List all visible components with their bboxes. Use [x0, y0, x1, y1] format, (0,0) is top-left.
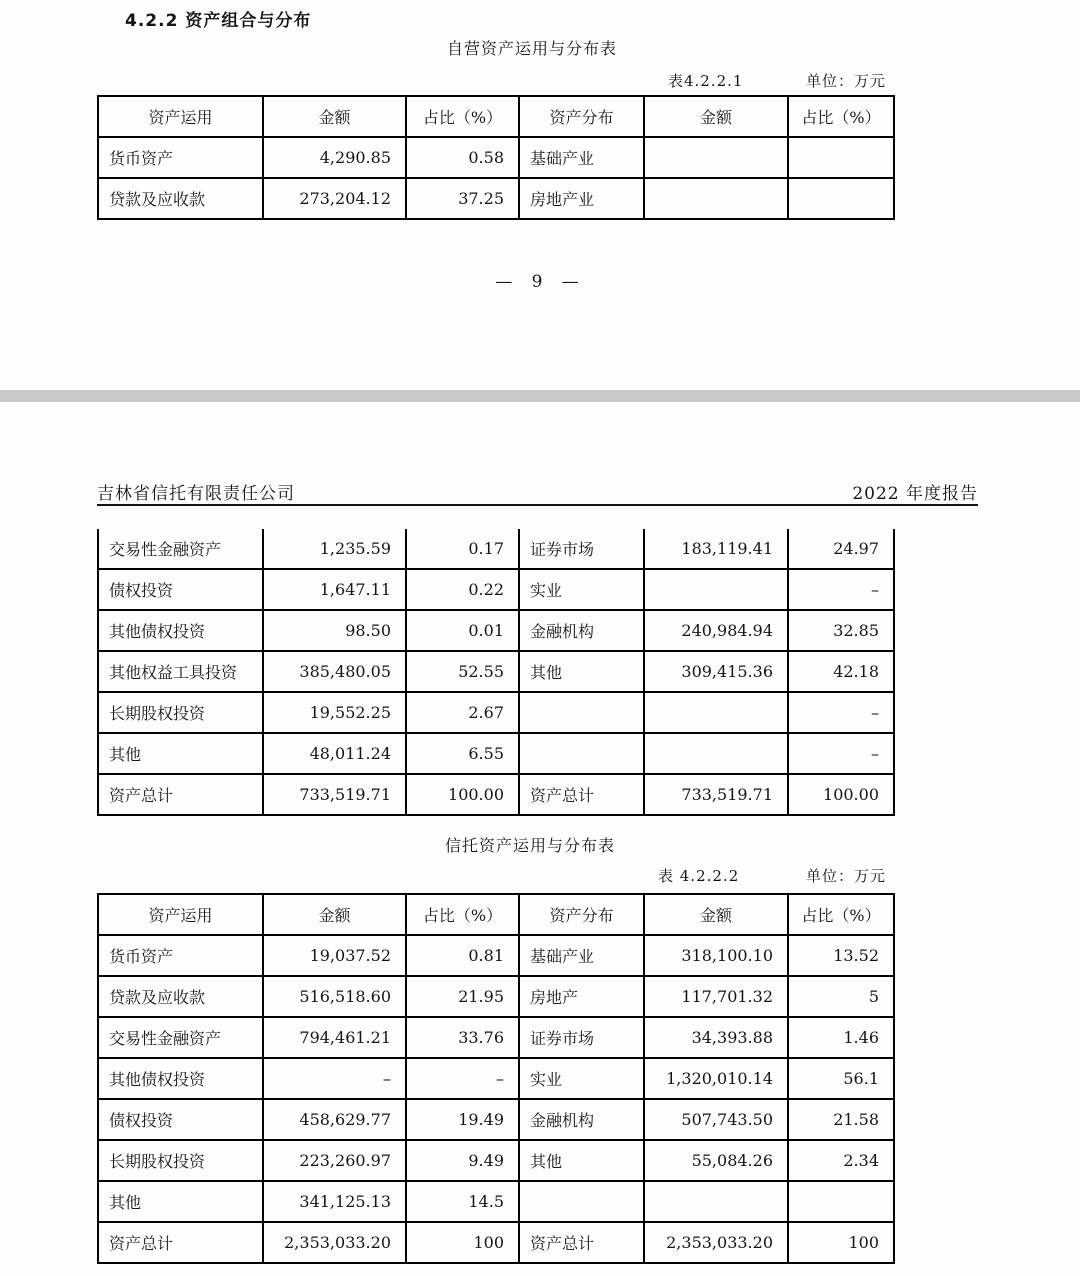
table-cell: 其他债权投资 [98, 1058, 263, 1099]
table-cell: 5 [788, 976, 894, 1017]
table-header-row [98, 96, 894, 137]
table-cell [644, 137, 788, 178]
table-header-cell: 资产运用 [98, 96, 263, 137]
table-header-cell: 占比（%） [788, 96, 894, 137]
table-cell: 55,084.26 [644, 1140, 788, 1181]
table-row [98, 1181, 894, 1222]
table-cell: 273,204.12 [263, 178, 406, 219]
table-cell: 1.46 [788, 1017, 894, 1058]
table-row [98, 976, 894, 1017]
table-cell: 9.49 [406, 1140, 519, 1181]
table-cell: 733,519.71 [644, 774, 788, 815]
table-row [98, 1222, 894, 1263]
table1-label: 表4.2.2.1 [668, 72, 744, 90]
table-header-cell: 金额 [644, 894, 788, 935]
table-cell [788, 178, 894, 219]
trust-assets-table [97, 893, 895, 1264]
table-cell: 32.85 [788, 610, 894, 651]
table-cell: 房地产业 [519, 178, 644, 219]
table-cell: 0.81 [406, 935, 519, 976]
table-cell: 2,353,033.20 [263, 1222, 406, 1263]
table-cell: 4,290.85 [263, 137, 406, 178]
table-cell [644, 1181, 788, 1222]
table-header-cell: 占比（%） [406, 96, 519, 137]
table-cell: 其他债权投资 [98, 610, 263, 651]
table-cell: 债权投资 [98, 569, 263, 610]
table-cell: 资产总计 [98, 1222, 263, 1263]
table-cell: 341,125.13 [263, 1181, 406, 1222]
table-cell: 24.97 [788, 529, 894, 569]
table-row [98, 610, 894, 651]
table-cell: 货币资产 [98, 935, 263, 976]
table-cell [644, 692, 788, 733]
company-name: 吉林省信托有限责任公司 [97, 484, 295, 504]
table-cell: 48,011.24 [263, 733, 406, 774]
table-cell: 其他 [519, 1140, 644, 1181]
table-cell [644, 569, 788, 610]
table-cell: 其他 [98, 1181, 263, 1222]
table-header-cell: 资产分布 [519, 894, 644, 935]
self-operated-assets-table-continued [97, 529, 895, 816]
table-cell: 14.5 [406, 1181, 519, 1222]
table-cell: 385,480.05 [263, 651, 406, 692]
table-cell: – [788, 692, 894, 733]
table-cell: 458,629.77 [263, 1099, 406, 1140]
table-cell [644, 733, 788, 774]
table-cell: 证券市场 [519, 529, 644, 569]
table-row [98, 651, 894, 692]
table-cell: 0.58 [406, 137, 519, 178]
table-cell: 资产总计 [98, 774, 263, 815]
table-cell: 309,415.36 [644, 651, 788, 692]
table-row [98, 569, 894, 610]
table-cell: 交易性金融资产 [98, 529, 263, 569]
table-cell: 其他 [519, 651, 644, 692]
table-cell: 长期股权投资 [98, 692, 263, 733]
table-cell: 183,119.41 [644, 529, 788, 569]
table-cell: 2.34 [788, 1140, 894, 1181]
table-cell: 6.55 [406, 733, 519, 774]
table-cell [519, 733, 644, 774]
page2-running-header [97, 478, 978, 506]
table-row [98, 774, 894, 815]
table-cell: 其他 [98, 733, 263, 774]
table-cell: 56.1 [788, 1058, 894, 1099]
table-cell: 318,100.10 [644, 935, 788, 976]
table-row [98, 1140, 894, 1181]
table-cell: 21.58 [788, 1099, 894, 1140]
table-row [98, 178, 894, 219]
table-row [98, 1058, 894, 1099]
table-cell: 贷款及应收款 [98, 976, 263, 1017]
table-cell: 房地产 [519, 976, 644, 1017]
table-cell: 223,260.97 [263, 1140, 406, 1181]
table-cell: – [788, 569, 894, 610]
table-cell: 516,518.60 [263, 976, 406, 1017]
table-cell [644, 178, 788, 219]
table-cell: 19.49 [406, 1099, 519, 1140]
table-cell: 资产总计 [519, 1222, 644, 1263]
table-cell [788, 1181, 894, 1222]
table2-unit-label: 单位：万元 [806, 867, 887, 885]
table-cell: – [263, 1058, 406, 1099]
table-cell: 1,235.59 [263, 529, 406, 569]
table-cell: 1,647.11 [263, 569, 406, 610]
table-cell: 长期股权投资 [98, 1140, 263, 1181]
table-header-cell: 金额 [263, 894, 406, 935]
table1-unit-label: 单位：万元 [806, 72, 887, 90]
table-cell: 证券市场 [519, 1017, 644, 1058]
table-row [98, 1017, 894, 1058]
table-header-row [98, 894, 894, 935]
table-cell: 0.22 [406, 569, 519, 610]
table-cell: 货币资产 [98, 137, 263, 178]
table-row [98, 733, 894, 774]
table-cell: 13.52 [788, 935, 894, 976]
table-cell: 2.67 [406, 692, 519, 733]
table-cell [788, 137, 894, 178]
table-cell: 债权投资 [98, 1099, 263, 1140]
table-cell [519, 1181, 644, 1222]
table-cell: 2,353,033.20 [644, 1222, 788, 1263]
table-cell: 交易性金融资产 [98, 1017, 263, 1058]
table-cell: 117,701.32 [644, 976, 788, 1017]
table-row [98, 935, 894, 976]
table-cell: 100.00 [406, 774, 519, 815]
table-cell: – [406, 1058, 519, 1099]
table-cell: 34,393.88 [644, 1017, 788, 1058]
table-header-cell: 资产运用 [98, 894, 263, 935]
table-cell: 金融机构 [519, 1099, 644, 1140]
table-cell: 1,320,010.14 [644, 1058, 788, 1099]
table-row [98, 692, 894, 733]
table-cell: 19,552.25 [263, 692, 406, 733]
table-cell: 0.17 [406, 529, 519, 569]
self-operated-assets-table [97, 95, 895, 220]
table-cell: 33.76 [406, 1017, 519, 1058]
table-cell: 100 [406, 1222, 519, 1263]
table-row [98, 137, 894, 178]
table-header-cell: 资产分布 [519, 96, 644, 137]
table-header-cell: 金额 [644, 96, 788, 137]
table-cell: 基础产业 [519, 137, 644, 178]
report-title: 2022 年度报告 [852, 484, 978, 504]
table-cell: 794,461.21 [263, 1017, 406, 1058]
table-cell: – [788, 733, 894, 774]
table-cell: 42.18 [788, 651, 894, 692]
table-cell: 100 [788, 1222, 894, 1263]
table-cell: 98.50 [263, 610, 406, 651]
table-cell: 52.55 [406, 651, 519, 692]
table1-title: 自营资产运用与分布表 [447, 39, 618, 58]
table-cell: 19,037.52 [263, 935, 406, 976]
table-cell: 21.95 [406, 976, 519, 1017]
table-cell: 0.01 [406, 610, 519, 651]
table-cell: 733,519.71 [263, 774, 406, 815]
table-cell [519, 692, 644, 733]
table-header-cell: 金额 [263, 96, 406, 137]
table-cell: 金融机构 [519, 610, 644, 651]
table2-label: 表 4.2.2.2 [658, 867, 740, 885]
section-heading: 4.2.2 资产组合与分布 [125, 11, 312, 31]
table-cell: 实业 [519, 569, 644, 610]
table2-title: 信托资产运用与分布表 [445, 836, 616, 855]
table-cell: 资产总计 [519, 774, 644, 815]
table-header-cell: 占比（%） [406, 894, 519, 935]
table-cell: 507,743.50 [644, 1099, 788, 1140]
table-cell: 100.00 [788, 774, 894, 815]
page-separator-band [0, 390, 1080, 402]
table-cell: 基础产业 [519, 935, 644, 976]
table-cell: 37.25 [406, 178, 519, 219]
table-row [98, 1099, 894, 1140]
table-cell: 其他权益工具投资 [98, 651, 263, 692]
table-row [98, 529, 894, 569]
table-cell: 实业 [519, 1058, 644, 1099]
table-cell: 贷款及应收款 [98, 178, 263, 219]
table-cell: 240,984.94 [644, 610, 788, 651]
page-number: — 9 — [495, 272, 579, 292]
table-header-cell: 占比（%） [788, 894, 894, 935]
